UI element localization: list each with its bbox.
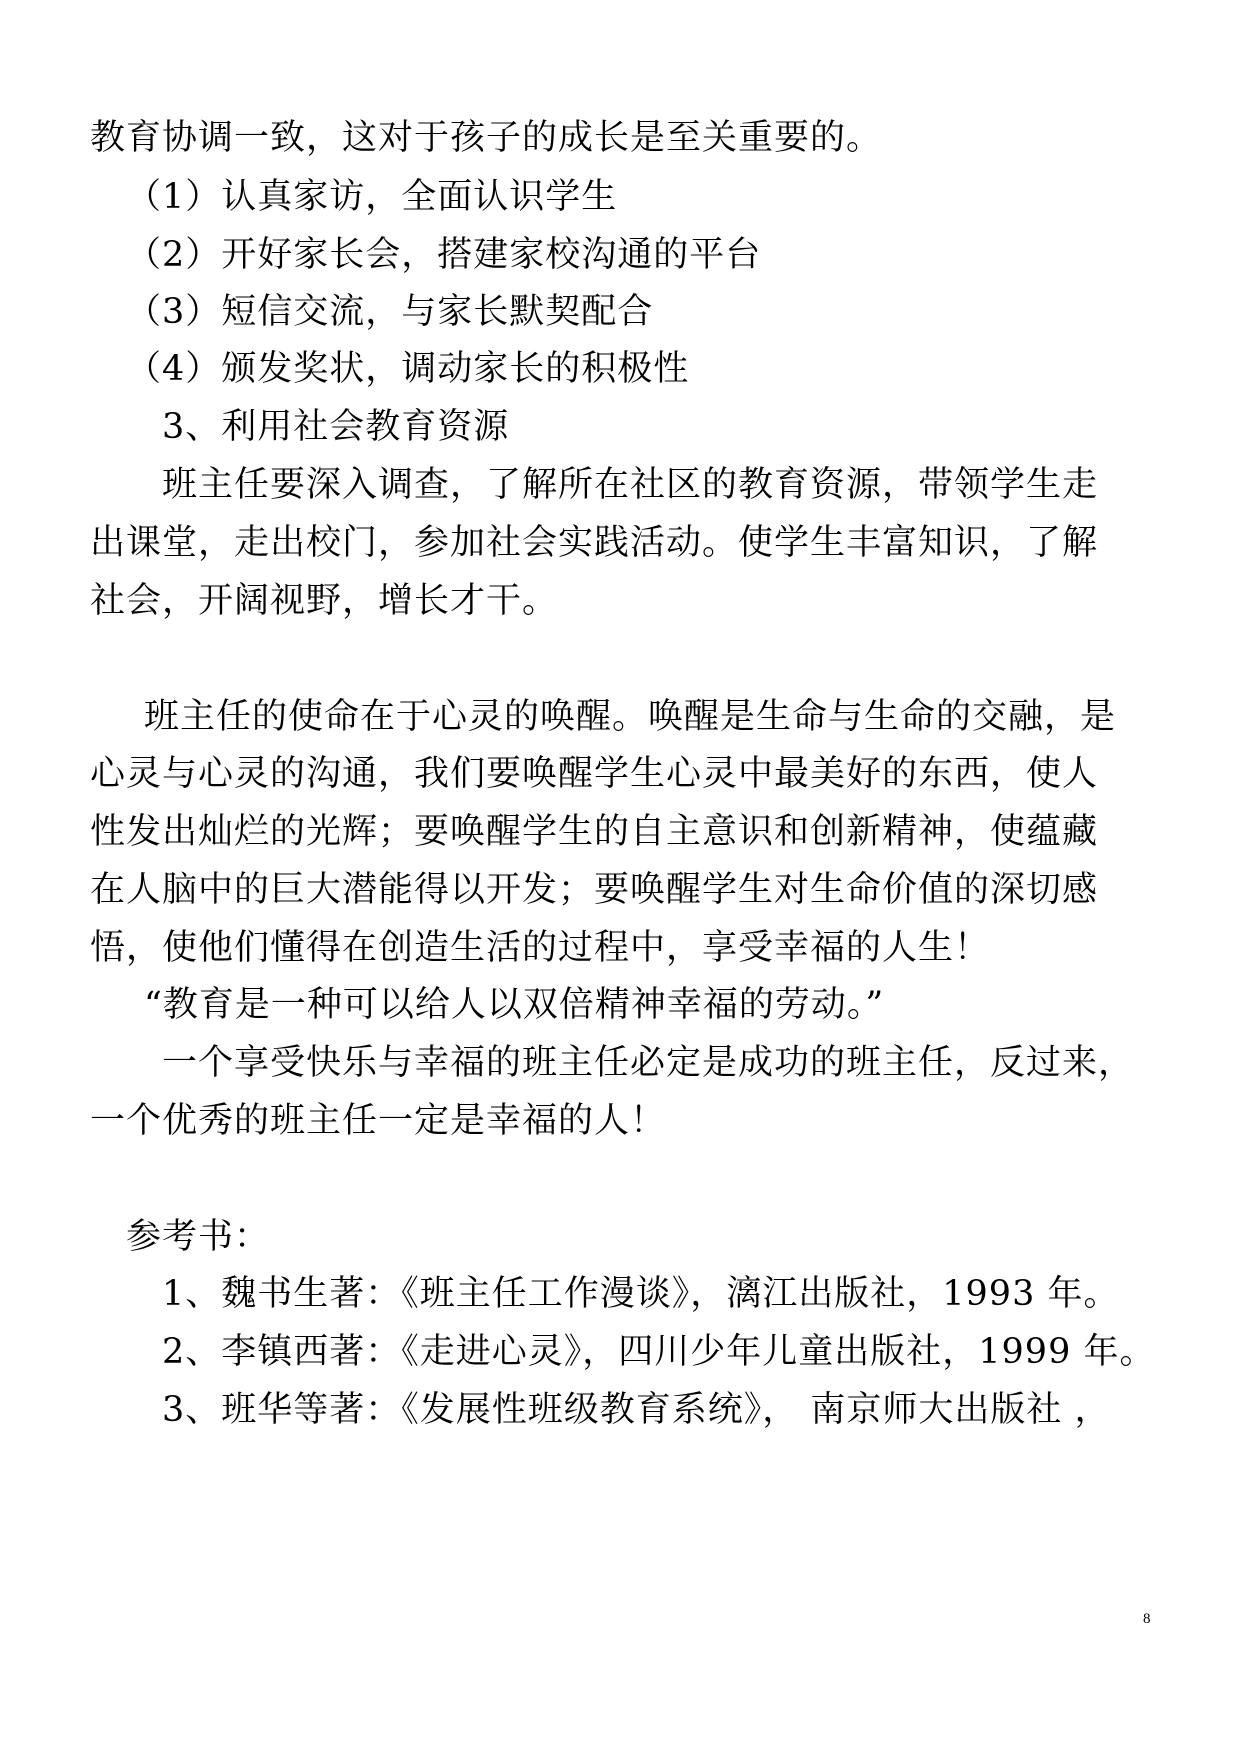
list-item: （3）短信交流，与家长默契配合	[126, 292, 654, 332]
list-item: （1）认真家访，全面认识学生	[126, 177, 618, 217]
paragraph-line: 性发出灿烂的光辉；要唤醒学生的自主意识和创新精神，使蕴藏	[90, 812, 1099, 852]
paragraph-line: 心灵与心灵的沟通，我们要唤醒学生心灵中最美好的东西，使人	[90, 754, 1099, 794]
continuation-line: 教育协调一致，这对于孩子的成长是至关重要的。	[90, 118, 883, 158]
references-title: 参考书：	[126, 1217, 271, 1257]
paragraph-line: 出课堂，走出校门，参加社会实践活动。使学生丰富知识，了解	[90, 523, 1099, 563]
reference-item: 1、魏书生著：《班主任工作漫谈》，漓江出版社，1993 年。	[162, 1274, 1120, 1314]
section-heading: 3、利用社会教育资源	[162, 407, 510, 447]
reference-item: 3、班华等著：《发展性班级教育系统》， 南京师大出版社 ，	[162, 1390, 1111, 1430]
paragraph-line: 一个享受快乐与幸福的班主任必定是成功的班主任，反过来，	[162, 1043, 1135, 1083]
quote-line: “教育是一种可以给人以双倍精神幸福的劳动。”	[144, 985, 885, 1025]
list-item: （4）颁发奖状，调动家长的积极性	[126, 349, 690, 389]
paragraph-line: 社会，开阔视野，增长才干。	[90, 581, 559, 621]
paragraph-line: 一个优秀的班主任一定是幸福的人！	[90, 1101, 667, 1141]
paragraph-line: 班主任的使命在于心灵的唤醒。唤醒是生命与生命的交融，是	[144, 697, 1117, 737]
paragraph-line: 悟，使他们懂得在创造生活的过程中，享受幸福的人生！	[90, 928, 991, 968]
paragraph-line: 在人脑中的巨大潜能得以开发；要唤醒学生对生命价值的深切感	[90, 870, 1099, 910]
page-number: 8	[1143, 1611, 1151, 1627]
paragraph-line: 班主任要深入调查，了解所在社区的教育资源，带领学生走	[162, 465, 1099, 505]
reference-item: 2、李镇西著：《走进心灵》，四川少年儿童出版社，1999 年。	[162, 1332, 1156, 1372]
list-item: （2）开好家长会，搭建家校沟通的平台	[126, 235, 762, 275]
